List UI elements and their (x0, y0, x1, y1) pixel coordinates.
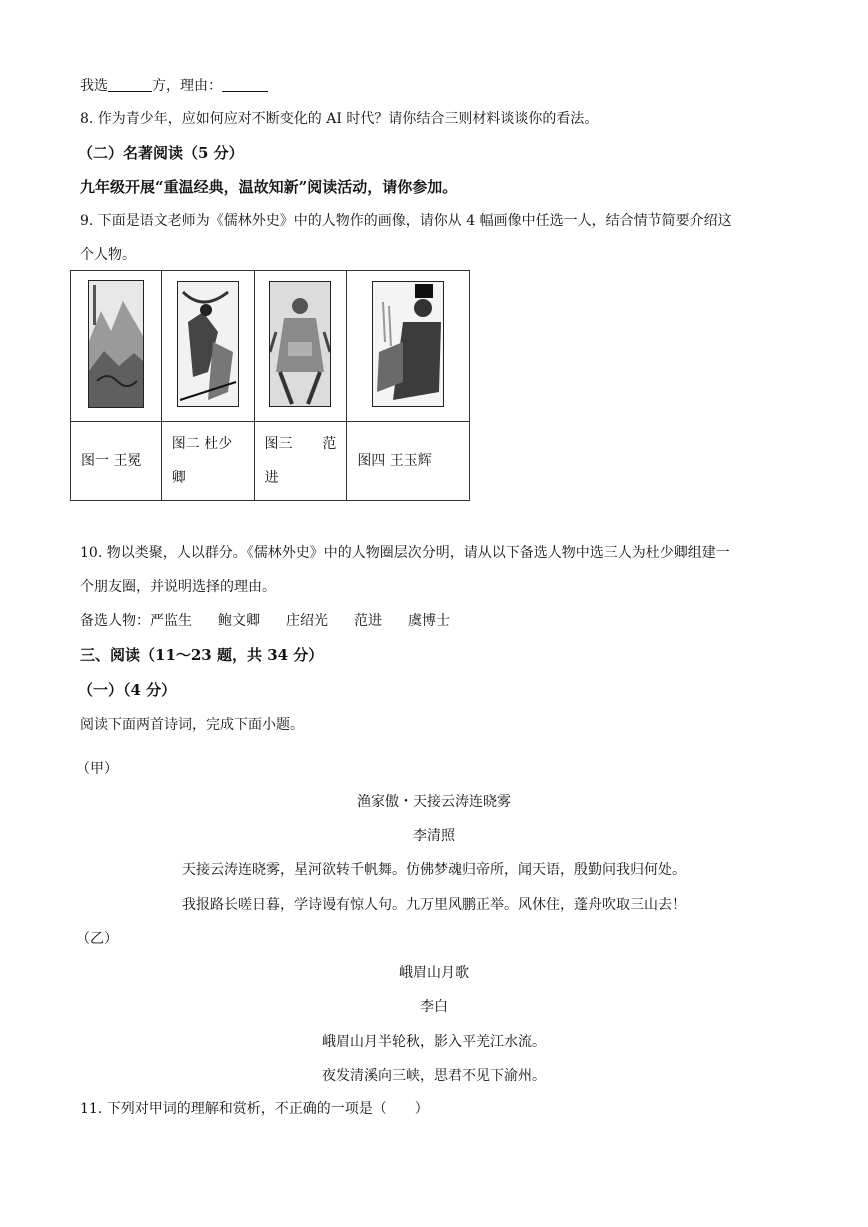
portrait-cell-1 (71, 271, 162, 422)
question-10-line-2: 个朋友圈，并说明选择的理由。 (80, 579, 276, 595)
official-portrait-icon (372, 281, 444, 407)
activity-intro: 九年级开展“重温经典，温故知新”阅读活动，请你参加。 (80, 178, 458, 196)
part-3-subheading: （一）（4 分） (78, 681, 177, 699)
poem-a-author: 李清照 (413, 828, 455, 844)
landscape-portrait-icon (88, 280, 144, 408)
poem-a-label: （甲） (76, 761, 118, 777)
question-11: 11. 下列对甲词的理解和赏析，不正确的一项是（ ） (80, 1101, 429, 1117)
candidate-2: 鲍文卿 (218, 613, 260, 629)
portrait-cell-4 (347, 271, 470, 422)
q7-answer-line (80, 76, 268, 96)
candidates-label: 备选人物： (80, 613, 150, 629)
section-2-heading: （二）名著阅读（5 分） (78, 144, 244, 162)
question-9-line-1: 9. 下面是语文老师为《儒林外史》中的人物作的画像，请你从 4 幅画像中任选一人，结合情节简要介绍这 (80, 213, 732, 229)
poem-b-label: （乙） (76, 931, 118, 947)
candidate-1: 严监生 (150, 613, 192, 629)
question-10-line-1: 10. 物以类聚，人以群分。《儒林外史》中的人物圈层次分明，请从以下备选人物中选三人为杜少卿组建一 (80, 545, 730, 561)
elder-portrait-icon (269, 281, 331, 407)
portrait-cell-2 (161, 271, 254, 422)
poem-a-title: 渔家傲・天接云涛连晓雾 (357, 794, 511, 810)
poem-a-line-2: 我报路长嗟日暮，学诗谩有惊人句。九万里风鹏正举。风休住，蓬舟吹取三山去！ (182, 897, 686, 913)
reading-intro: 阅读下面两首诗词，完成下面小题。 (80, 717, 304, 733)
portrait-cell-3 (254, 271, 347, 422)
question-9-line-2: 个人物。 (80, 247, 136, 263)
scholar-portrait-icon (177, 281, 239, 407)
q7-blank-side[interactable] (108, 77, 152, 92)
poem-b-title: 峨眉山月歌 (399, 965, 469, 981)
q7-prefix: 我选 (80, 78, 108, 94)
portrait-caption-2: 图二 杜少 卿 (161, 422, 254, 501)
q7-blank-reason[interactable] (222, 77, 268, 92)
poem-b-line-1: 峨眉山月半轮秋，影入平羌江水流。 (322, 1034, 546, 1050)
candidate-5: 虞博士 (408, 613, 450, 629)
candidate-4: 范进 (354, 613, 382, 629)
poem-b-line-2: 夜发清溪向三峡，思君不见下渝州。 (322, 1068, 546, 1084)
poem-a-line-1: 天接云涛连晓雾，星河欲转千帆舞。仿佛梦魂归帝所，闻天语，殷勤问我归何处。 (182, 862, 686, 878)
poem-b-author: 李白 (420, 999, 448, 1015)
portrait-caption-3: 图三 范 进 (254, 422, 347, 501)
portrait-caption-4: 图四 王玉辉 (347, 422, 470, 501)
candidate-3: 庄绍光 (286, 613, 328, 629)
portrait-table (70, 270, 470, 501)
part-3-heading: 三、阅读（11～23 题，共 34 分） (80, 646, 324, 664)
q7-mid: 方，理由： (152, 78, 222, 94)
candidates-line (80, 611, 450, 631)
question-8: 8. 作为青少年，应如何应对不断变化的 AI 时代？请你结合三则材料谈谈你的看法。 (80, 111, 599, 127)
portrait-caption-1: 图一 王冕 (71, 422, 162, 501)
